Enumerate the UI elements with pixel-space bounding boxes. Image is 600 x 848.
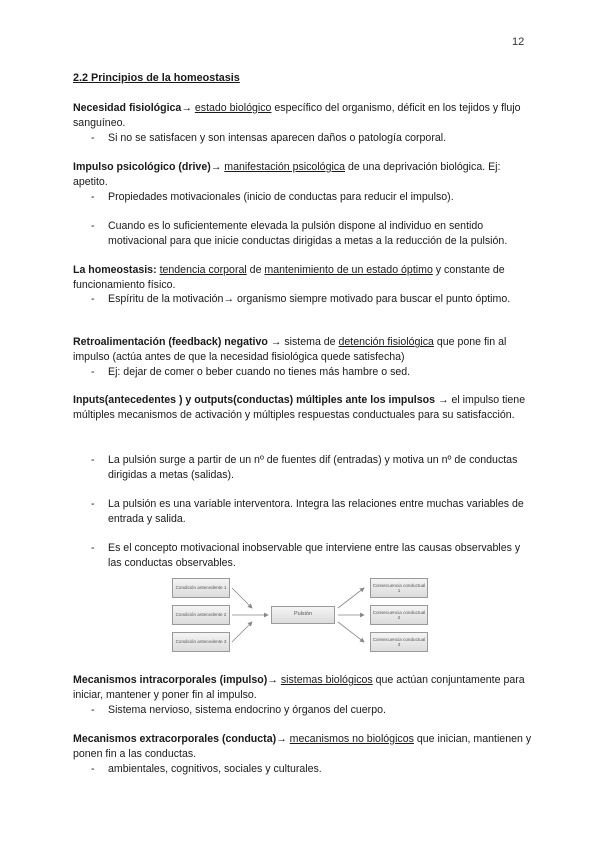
input-box-1: Condición antecedente 1 <box>172 578 230 598</box>
dash-marker: - <box>91 366 95 378</box>
dash-marker: - <box>91 220 95 232</box>
impulso-bullet-1: Propiedades motivacionales (inicio de conductas para reducir el impulso). <box>108 191 454 203</box>
arrow-line <box>338 588 364 608</box>
necesidad-rest: específico del organismo, déficit en los tejidos y flujo sanguíneo. <box>73 102 521 129</box>
dash-marker: - <box>91 132 95 144</box>
list-item <box>91 703 531 718</box>
homeostasis-link-2: mantenimiento de un estado óptimo <box>264 264 433 276</box>
necesidad-paragraph <box>73 101 533 131</box>
necesidad-term: Necesidad fisiológica <box>73 102 182 114</box>
intra-bullet-1: Sistema nervioso, sistema endocrino y órganos del cuerpo. <box>108 704 386 716</box>
inputs-bullet-3: Es el concepto motivacional inobservable que interviene entre las causas observables y las conductas observables. <box>108 542 521 569</box>
input-box-2: Condición antecedente 2 <box>172 605 230 625</box>
extra-link: mecanismos no biológicos <box>289 733 414 745</box>
impulso-rest: de una deprivación biológica. Ej: apetito. <box>73 161 501 188</box>
page-number: 12 <box>512 36 525 48</box>
retro-paragraph <box>73 335 533 365</box>
extra-arrow: → <box>276 733 290 745</box>
homeostasis-bullet-1: Espíritu de la motivación→ organismo siempre motivado para buscar el punto óptimo. <box>108 293 511 305</box>
extra-bullet-1: ambientales, cognitivos, sociales y culturales. <box>108 763 322 775</box>
list-item <box>91 292 531 307</box>
list-item <box>91 219 531 248</box>
list-item <box>91 762 531 777</box>
dash-marker: - <box>91 763 95 775</box>
retro-term: Retroalimentación (feedback) negativo <box>73 336 268 348</box>
extra-rest: que inician, mantienen y ponen fin a las conductas. <box>73 733 532 760</box>
intra-paragraph <box>73 673 533 703</box>
output-box-3: Consecuencia conductual 3 <box>370 632 428 652</box>
list-item <box>91 453 531 482</box>
intra-arrow: → <box>267 674 281 686</box>
retro-pre: → sistema de <box>267 336 339 348</box>
list-item <box>91 541 531 570</box>
homeostasis-link-1: tendencia corporal <box>159 264 247 276</box>
inputs-term: Inputs(antecedentes ) y outputs(conductas) múltiples ante los impulsos <box>73 394 435 406</box>
intra-term: Mecanismos intracorporales (impulso) <box>73 674 268 686</box>
impulso-term: Impulso psicológico (drive) <box>73 161 211 173</box>
inputs-bullet-2: La pulsión es una variable interventora. Integra las relaciones entre muchas variables de entrada y salida. <box>108 498 524 525</box>
retro-link: detención fisiológica <box>338 336 434 348</box>
intra-link: sistemas biológicos <box>280 674 373 686</box>
inputs-bullet-1: La pulsión surge a partir de un nº de fuentes dif (entradas) y motiva un nº de conductas dirigidas a metas (salidas). <box>108 454 518 481</box>
homeostasis-term: La homeostasis: <box>73 264 157 276</box>
list-item <box>91 497 531 526</box>
output-box-1: Consecuencia conductual 1 <box>370 578 428 598</box>
impulso-bullet-2: Cuando es lo suficientemente elevada la pulsión dispone al individuo en sentido motivacional para que inicie conductas dirigidas a metas a la reducción de la pulsión. <box>108 220 508 247</box>
dash-marker: - <box>91 704 95 716</box>
arrow-line <box>232 588 252 608</box>
necesidad-bullet-1: Si no se satisfacen y son intensas aparecen daños o patología corporal. <box>108 132 447 144</box>
inputs-paragraph <box>73 393 533 423</box>
homeostasis-mid: de <box>246 264 265 276</box>
input-box-3: Condición antecedente 3 <box>172 632 230 652</box>
arrow-line <box>232 622 252 642</box>
necesidad-link: estado biológico <box>194 102 272 114</box>
list-item <box>91 365 531 380</box>
section-heading: 2.2 Principios de la homeostasis <box>73 72 240 84</box>
impulso-arrow: → <box>210 161 225 173</box>
homeostasis-paragraph <box>73 263 533 293</box>
list-item <box>91 131 531 146</box>
pulsion-diagram <box>168 575 438 655</box>
homeostasis-rest: y constante de funcionamiento físico. <box>73 264 505 291</box>
impulso-paragraph <box>73 160 533 190</box>
dash-marker: - <box>91 498 95 510</box>
dash-marker: - <box>91 191 95 203</box>
extra-term: Mecanismos extracorporales (conducta) <box>73 733 277 745</box>
retro-rest: que pone fin al impulso (actúa antes de que la necesidad fisiológica quede satisfecha) <box>73 336 507 363</box>
dash-marker: - <box>91 454 95 466</box>
inputs-rest: → el impulso tiene múltiples mecanismos de activación y múltiples respuestas conductuales para su satisfacción. <box>73 394 526 421</box>
impulso-link: manifestación psicológica <box>224 161 345 173</box>
retro-bullet-1: Ej: dejar de comer o beber cuando no tienes más hambre o sed. <box>108 366 411 378</box>
dash-marker: - <box>91 542 95 554</box>
necesidad-arrow: → <box>181 102 195 114</box>
list-item <box>91 190 531 205</box>
dash-marker: - <box>91 293 95 305</box>
arrow-line <box>338 622 364 642</box>
intra-rest: que actúan conjuntamente para iniciar, mantener y poner fin al impulso. <box>73 674 525 701</box>
pulsion-box: Pulsión <box>271 606 335 624</box>
output-box-2: Consecuencia conductual 2 <box>370 605 428 625</box>
extra-paragraph <box>73 732 533 762</box>
